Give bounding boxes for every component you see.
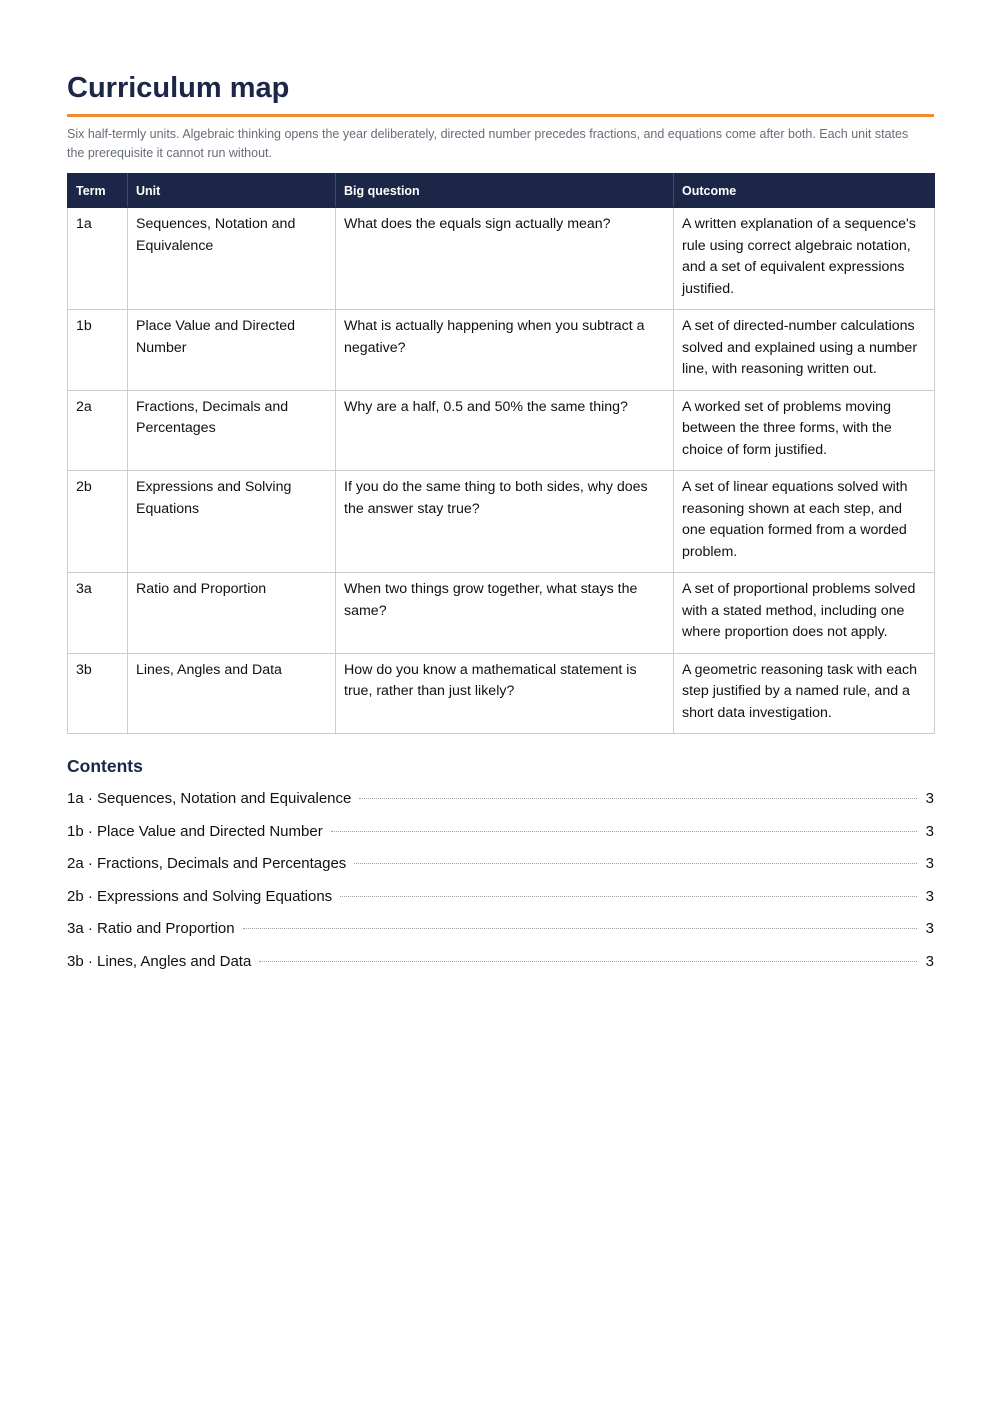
cell-outcome: A set of linear equations solved with reasoning shown at each step, and one equation formed from a worded problem. [674, 471, 935, 573]
table-of-contents [67, 783, 934, 978]
cell-unit: Place Value and Directed Number [128, 310, 336, 391]
page-title: Curriculum map [67, 70, 934, 117]
cell-outcome: A geometric reasoning task with each step justified by a named rule, and a short data investigation. [674, 653, 935, 734]
cell-term: 3a [68, 573, 128, 654]
table-row [68, 573, 935, 654]
table-row [68, 653, 935, 734]
dot-leader [359, 798, 917, 799]
cell-unit: Expressions and Solving Equations [128, 471, 336, 573]
cell-unit: Fractions, Decimals and Percentages [128, 390, 336, 471]
toc-entry-label[interactable]: 2b · Expressions and Solving Equations [67, 887, 333, 905]
cell-term: 1a [68, 208, 128, 310]
toc-entry[interactable] [67, 848, 934, 881]
cell-outcome: A worked set of problems moving between the three forms, with the choice of form justified. [674, 390, 935, 471]
cell-big-question: Why are a half, 0.5 and 50% the same thing? [336, 390, 674, 471]
toc-entry[interactable] [67, 783, 934, 816]
cell-outcome: A set of proportional problems solved with a stated method, including one where proportion does not apply. [674, 573, 935, 654]
cell-term: 2a [68, 390, 128, 471]
dot-leader [243, 928, 917, 929]
cell-outcome: A written explanation of a sequence's rule using correct algebraic notation, and a set of equivalent expressions justified. [674, 208, 935, 310]
table-row [68, 390, 935, 471]
curriculum-table [67, 173, 935, 734]
toc-entry-label[interactable]: 1a · Sequences, Notation and Equivalence [67, 790, 352, 807]
cell-big-question: What does the equals sign actually mean? [336, 208, 674, 310]
cell-unit: Lines, Angles and Data [128, 653, 336, 734]
contents-heading: Contents [67, 756, 143, 776]
header-term: Term [68, 174, 128, 208]
header-big-question: Big question [336, 174, 674, 208]
cell-unit: Ratio and Proportion [128, 573, 336, 654]
toc-entry-label[interactable]: 1b · Place Value and Directed Number [67, 822, 323, 840]
cell-term: 3b [68, 653, 128, 734]
toc-page-number: 3 [925, 887, 934, 905]
dot-leader [354, 863, 917, 864]
toc-entry-label[interactable]: 3a · Ratio and Proportion [67, 920, 235, 937]
cell-unit: Sequences, Notation and Equivalence [128, 208, 336, 310]
cell-outcome: A set of directed-number calculations solved and explained using a number line, with reasoning written out. [674, 310, 935, 391]
toc-entry[interactable] [67, 913, 934, 946]
cell-term: 1b [68, 310, 128, 391]
table-row [68, 310, 935, 391]
toc-entry-label[interactable]: 2a · Fractions, Decimals and Percentages [67, 855, 347, 872]
toc-entry[interactable] [67, 946, 934, 979]
toc-page-number: 3 [925, 822, 934, 840]
dot-leader [331, 831, 917, 832]
toc-entry-label[interactable]: 3b · Lines, Angles and Data [67, 952, 252, 970]
cell-big-question: When two things grow together, what stays the same? [336, 573, 674, 654]
cell-big-question: If you do the same thing to both sides, why does the answer stay true? [336, 471, 674, 573]
header-outcome: Outcome [674, 174, 935, 208]
toc-entry[interactable] [67, 881, 934, 914]
header-unit: Unit [128, 174, 336, 208]
cell-big-question: How do you know a mathematical statement is true, rather than just likely? [336, 653, 674, 734]
cell-big-question: What is actually happening when you subtract a negative? [336, 310, 674, 391]
dot-leader [340, 896, 917, 897]
toc-page-number: 3 [925, 855, 934, 872]
table-row [68, 471, 935, 573]
intro-paragraph: Six half-termly units. Algebraic thinking opens the year deliberately, directed number precedes fractions, and equations come after both. Each unit states the prerequisite it cannot run without. [67, 127, 909, 160]
cell-term: 2b [68, 471, 128, 573]
toc-page-number: 3 [925, 920, 934, 937]
table-row [68, 208, 935, 310]
toc-page-number: 3 [925, 790, 934, 807]
toc-entry[interactable] [67, 816, 934, 849]
dot-leader [259, 961, 917, 962]
toc-page-number: 3 [925, 952, 934, 970]
table-header-row [68, 174, 935, 208]
